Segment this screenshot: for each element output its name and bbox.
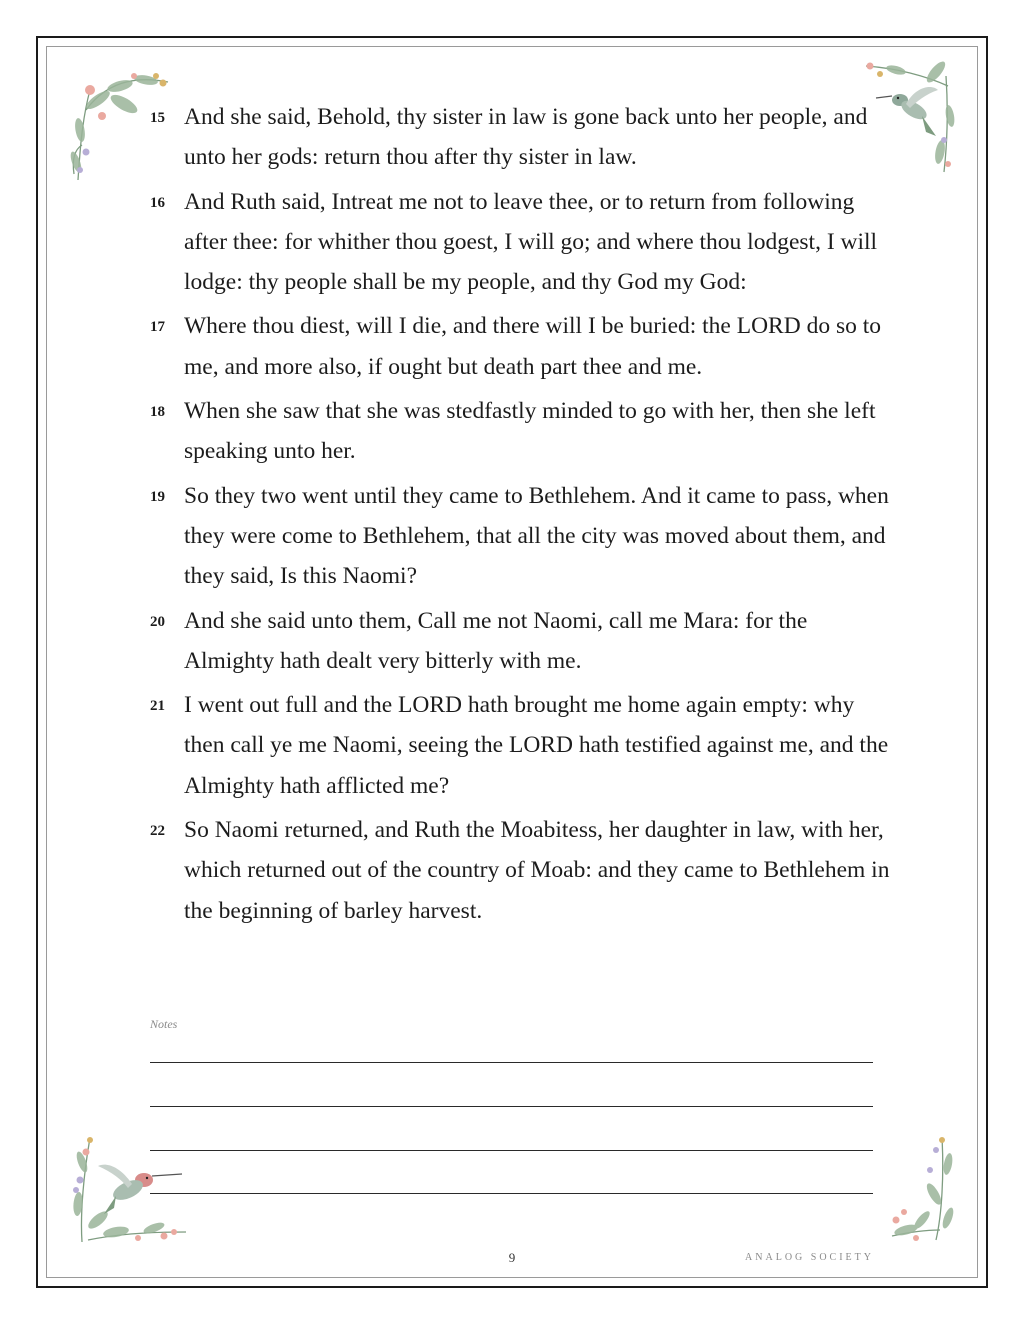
verse-number: 18 [150,404,165,421]
notes-line[interactable] [150,1193,873,1194]
verse-text: And Ruth said, Intreat me not to leave thee, or to return from following after thee: for whither thou goest, I will go; and where thou lodgest, I will lodge: thy people shall be my people, and thy God my God: [184,188,878,296]
page-number: 9 [508,1250,516,1265]
verse-number: 15 [150,110,165,126]
verse-number: 16 [150,194,165,211]
verse-text: So they two went until they came to Bethlehem. And it came to pass, when they were come to Bethlehem, that all the city was moved about them, and they said, Is this Naomi? [184,482,889,590]
notes-line[interactable] [150,1150,873,1151]
verse-number: 22 [150,823,165,840]
scripture-passage [150,97,890,935]
verse [150,601,890,682]
verse-number: 20 [150,613,165,630]
verse [150,476,890,597]
verse [150,97,890,178]
verse-text: And she said unto them, Call me not Naomi, call me Mara: for the Almighty hath dealt very bitterly with me. [184,607,808,674]
verse-number: 21 [150,698,165,715]
verse-number: 19 [150,488,165,505]
floral-corner-icon [886,1134,958,1244]
verse-text: So Naomi returned, and Ruth the Moabitess, her daughter in law, with her, which returned out of the country of Moab: and they came to Bethlehem in the beginning of barley harvest. [184,817,890,924]
notes-line[interactable] [150,1062,873,1063]
notes-label: Notes [150,1017,178,1031]
verse-text: Where thou diest, will I die, and there will I be buried: the LORD do so to me, and more also, if ought but death part thee and me. [184,313,882,380]
verse [150,685,890,806]
verse [150,306,890,387]
brand-name: ANALOG SOCIETY [745,1252,874,1263]
verse-number: 17 [150,319,165,336]
notes-line[interactable] [150,1106,873,1107]
verse [150,810,890,931]
verse [150,391,890,472]
verse-text: And she said, Behold, thy sister in law is gone back unto her people, and unto her gods: return thou after thy sister in law. [184,104,868,171]
verse-text: When she saw that she was stedfastly minded to go with her, then she left speaking unto her. [184,398,876,465]
verse [150,182,890,303]
verse-text: I went out full and the LORD hath brought me home again empty: why then call ye me Naomi, seeing the LORD hath testified against me, and the Almighty hath afflicted me? [184,692,889,799]
